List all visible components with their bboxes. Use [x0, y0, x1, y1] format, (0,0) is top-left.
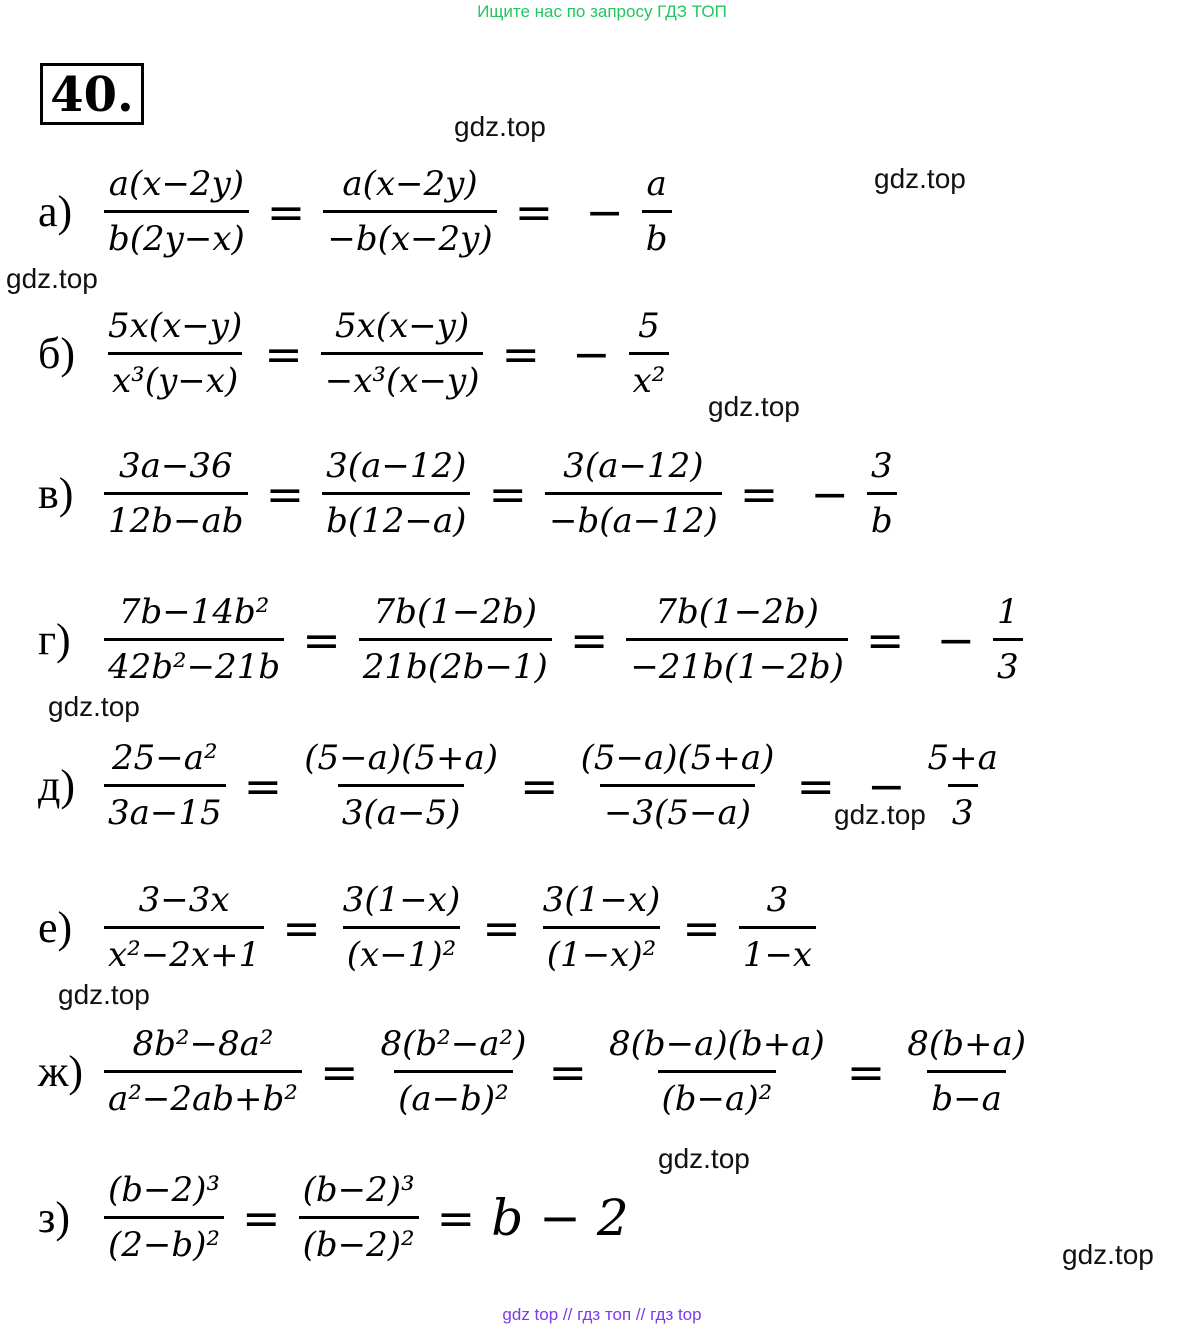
numerator: 3 — [766, 880, 789, 920]
fraction — [640, 160, 674, 263]
numerator: 3−3x — [138, 880, 230, 920]
denominator: 12b−ab — [104, 492, 248, 545]
operator: = — [488, 466, 527, 521]
operator: = — [501, 326, 541, 381]
numerator: 3(1−x) — [342, 880, 461, 920]
numerator: 8(b−a)(b+a) — [609, 1024, 825, 1064]
operator: = — [319, 1044, 359, 1099]
fraction — [320, 442, 472, 545]
numerator: 25−a² — [112, 738, 218, 778]
numerator: a(x−2y) — [342, 164, 478, 204]
numerator: 5 — [638, 306, 660, 346]
watermark: gdz.top — [834, 799, 926, 830]
expression: b − 2 — [491, 1188, 629, 1247]
operator: = — [569, 612, 609, 667]
watermark: gdz.top — [658, 1143, 750, 1174]
fraction — [543, 442, 724, 545]
fraction — [102, 588, 286, 691]
equation-row-z — [38, 1166, 629, 1269]
numerator: a — [646, 164, 667, 204]
denominator: b — [867, 492, 897, 545]
watermark: gdz.top — [58, 979, 150, 1010]
fraction — [102, 1020, 304, 1123]
fraction — [627, 302, 672, 405]
equation-row-b — [38, 302, 671, 405]
top-note: Ищите нас по запросу ГДЗ ТОП — [477, 2, 727, 21]
numerator: 3(a−12) — [326, 446, 467, 486]
denominator: b — [642, 210, 672, 263]
operator: = — [514, 184, 554, 239]
denominator: b(2y−x) — [104, 210, 249, 263]
fraction — [102, 442, 250, 545]
fraction — [102, 160, 251, 263]
denominator: (2−b)² — [104, 1216, 224, 1269]
numerator: 5x(x−y) — [335, 306, 470, 346]
numerator: (b−2)³ — [302, 1170, 415, 1210]
numerator: a(x−2y) — [108, 164, 245, 204]
operator: = — [520, 758, 559, 813]
numerator: (b−2)³ — [108, 1170, 221, 1210]
denominator: 3 — [993, 638, 1023, 691]
denominator: (1−x)² — [543, 926, 660, 979]
fraction — [102, 302, 248, 405]
fraction — [321, 160, 498, 263]
denominator: x²−2x+1 — [104, 926, 264, 979]
denominator: 3a−15 — [104, 784, 226, 837]
fraction — [865, 442, 899, 545]
operator: − — [810, 466, 849, 521]
equation-label: д) — [38, 761, 76, 810]
numerator: (5−a)(5+a) — [580, 738, 775, 778]
denominator: −3(5−a) — [600, 784, 755, 837]
equation-row-d — [38, 734, 1004, 837]
fraction — [375, 1020, 533, 1123]
fraction — [298, 734, 504, 837]
operator: = — [266, 184, 306, 239]
watermark: gdz.top — [454, 111, 546, 142]
operator: = — [739, 466, 779, 521]
denominator: a²−2ab+b² — [104, 1070, 302, 1123]
operator: = — [243, 758, 283, 813]
operator: = — [548, 1044, 587, 1099]
operator: = — [282, 900, 321, 955]
numerator: 5x(x−y) — [108, 306, 243, 346]
operator: = — [682, 900, 721, 955]
fraction — [575, 734, 781, 837]
equation-row-zh — [38, 1020, 1032, 1123]
operator: = — [302, 612, 341, 667]
fraction — [603, 1020, 831, 1123]
fraction — [537, 876, 666, 979]
fraction — [357, 588, 554, 691]
footer-links: gdz top // гдз топ // гдз top — [502, 1305, 702, 1324]
denominator: 3(a−5) — [338, 784, 465, 837]
denominator: x³(y−x) — [108, 352, 242, 405]
fraction — [102, 734, 228, 837]
denominator: 21b(2b−1) — [359, 638, 552, 691]
operator: − — [572, 326, 611, 381]
denominator: −x³(x−y) — [321, 352, 484, 405]
equation-label: в) — [38, 469, 74, 518]
numerator: 7b(1−2b) — [373, 592, 537, 632]
fraction — [102, 876, 266, 979]
watermark: gdz.top — [708, 391, 800, 422]
numerator: (5−a)(5+a) — [304, 738, 499, 778]
equation-label: з) — [38, 1193, 71, 1242]
equation-row-e — [38, 876, 818, 979]
fraction — [319, 302, 486, 405]
equation-label: ж) — [38, 1047, 84, 1096]
fraction — [737, 876, 818, 979]
denominator: (b−2)² — [299, 1216, 419, 1269]
numerator: 8(b²−a²) — [380, 1024, 527, 1064]
denominator: x² — [629, 352, 670, 405]
denominator: (b−a)² — [658, 1070, 777, 1123]
watermark: gdz.top — [874, 163, 966, 194]
denominator: 42b²−21b — [104, 638, 284, 691]
operator: − — [936, 612, 976, 667]
operator: = — [242, 1190, 281, 1245]
equation-row-a — [38, 160, 674, 263]
denominator: 3 — [948, 784, 978, 837]
fraction — [102, 1166, 226, 1269]
numerator: 1 — [997, 592, 1019, 632]
operator: = — [436, 1190, 476, 1245]
numerator: 8(b+a) — [907, 1024, 1026, 1064]
denominator: (x−1)² — [343, 926, 460, 979]
numerator: 8b²−8a² — [132, 1024, 274, 1064]
denominator: −b(x−2y) — [323, 210, 496, 263]
denominator: −21b(1−2b) — [626, 638, 848, 691]
watermark: gdz.top — [1062, 1239, 1154, 1270]
denominator: −b(a−12) — [545, 492, 722, 545]
fraction — [922, 734, 1004, 837]
operator: = — [865, 612, 905, 667]
numerator: 3(a−12) — [563, 446, 704, 486]
equation-label: а) — [38, 187, 73, 236]
operator: = — [482, 900, 521, 955]
numerator: 7b−14b² — [118, 592, 270, 632]
operator: = — [796, 758, 835, 813]
fraction — [991, 588, 1025, 691]
operator: = — [264, 326, 303, 381]
equation-label: г) — [38, 615, 71, 664]
operator: − — [866, 758, 906, 813]
operator: = — [265, 466, 305, 521]
denominator: b−a — [927, 1070, 1006, 1123]
operator: = — [846, 1044, 886, 1099]
fraction — [624, 588, 850, 691]
equation-row-v — [38, 442, 899, 545]
equation-label: б) — [38, 329, 76, 378]
denominator: b(12−a) — [322, 492, 470, 545]
fraction — [297, 1166, 421, 1269]
numerator: 3(1−x) — [542, 880, 661, 920]
numerator: 7b(1−2b) — [655, 592, 819, 632]
denominator: (a−b)² — [394, 1070, 513, 1123]
problem-number: 40. — [40, 63, 144, 125]
fraction — [901, 1020, 1032, 1123]
fraction — [337, 876, 466, 979]
equation-row-g — [38, 588, 1025, 691]
denominator: 1−x — [739, 926, 816, 979]
numerator: 3 — [870, 446, 893, 486]
numerator: 3a−36 — [118, 446, 233, 486]
watermark: gdz.top — [6, 263, 98, 294]
numerator: 5+a — [927, 738, 998, 778]
watermark: gdz.top — [48, 691, 140, 722]
equation-label: е) — [38, 903, 73, 952]
operator: − — [585, 184, 624, 239]
